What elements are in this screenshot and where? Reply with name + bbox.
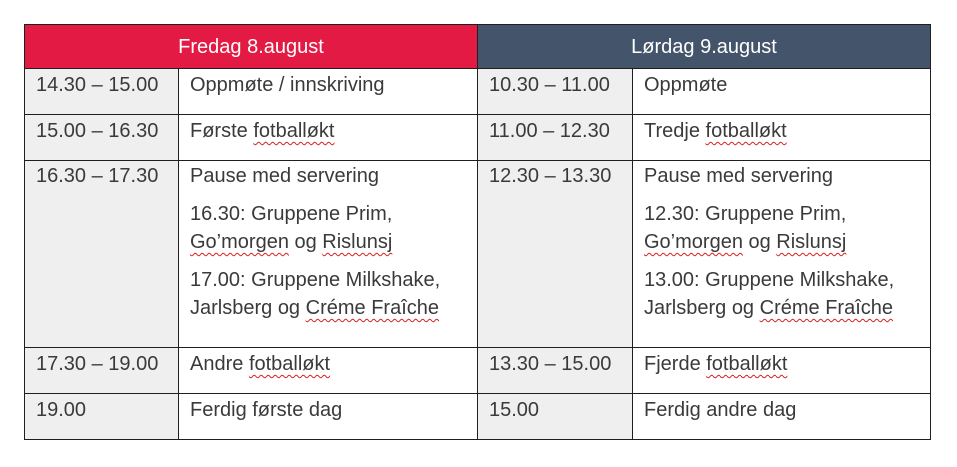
- time-text: 15.00: [489, 399, 540, 421]
- time-cell: [478, 394, 633, 440]
- activity-cell: [179, 161, 478, 348]
- pause-text: Pause med servering: [644, 165, 833, 187]
- activity-cell: [633, 161, 931, 348]
- activity-prefix: Fjerde: [644, 353, 707, 375]
- group-line: Jarlsberg og: [644, 297, 760, 319]
- activity-cell: [179, 115, 478, 161]
- group-line: Jarlsberg og: [190, 297, 306, 319]
- time-text: 15.00 – 16.30: [36, 120, 159, 142]
- time-text: 17.30 – 19.00: [36, 353, 159, 375]
- activity-cell: [633, 394, 931, 440]
- time-text: 11.00 – 12.30: [489, 120, 610, 142]
- group-name: Rislunsj: [322, 231, 393, 253]
- time-cell: [25, 69, 179, 115]
- day-header-saturday: Lørdag 9.august: [478, 25, 931, 69]
- activity-prefix: Tredje: [644, 120, 706, 142]
- time-cell: [25, 161, 179, 348]
- group-paragraph: [190, 266, 477, 322]
- group-conj: og: [742, 231, 777, 253]
- activity-cell: [633, 115, 931, 161]
- group-name: Go’morgen: [644, 231, 743, 253]
- time-cell: [478, 69, 633, 115]
- time-cell: [478, 115, 633, 161]
- activity-flagged-word: fotballøkt: [248, 353, 331, 375]
- activity-cell: [179, 69, 478, 115]
- group-line: 13.00: Gruppene Milkshake,: [644, 269, 895, 291]
- activity-text: Oppmøte: [644, 74, 728, 96]
- time-cell: [25, 394, 179, 440]
- activity-cell: [179, 348, 478, 394]
- activity-cell: [633, 69, 931, 115]
- group-paragraph: [190, 200, 477, 256]
- time-cell: [478, 348, 633, 394]
- time-text: 14.30 – 15.00: [36, 74, 159, 96]
- activity-text: Ferdig første dag: [190, 399, 343, 421]
- group-name: Go’morgen: [190, 231, 289, 253]
- group-paragraph: [644, 266, 930, 322]
- table-row: [25, 348, 931, 394]
- time-cell: [478, 161, 633, 348]
- table-row: [25, 69, 931, 115]
- activity-cell: [633, 348, 931, 394]
- time-text: 16.30 – 17.30: [36, 165, 159, 187]
- header-row: [25, 25, 931, 69]
- schedule-table: [24, 24, 931, 440]
- time-text: 10.30 – 11.00: [489, 74, 610, 96]
- time-cell: [25, 348, 179, 394]
- group-line: 16.30: Gruppene Prim,: [190, 203, 393, 225]
- group-line: 12.30: Gruppene Prim,: [644, 203, 847, 225]
- activity-flagged-word: fotballøkt: [705, 120, 787, 142]
- day-header-friday: Fredag 8.august: [25, 25, 478, 69]
- activity-text: Ferdig andre dag: [644, 399, 797, 421]
- activity-cell: [179, 394, 478, 440]
- table-row: [25, 394, 931, 440]
- time-text: 19.00: [36, 399, 87, 421]
- group-line: 17.00: Gruppene Milkshake,: [190, 269, 441, 291]
- group-name: Rislunsj: [776, 231, 847, 253]
- pause-text: Pause med servering: [190, 165, 379, 187]
- group-conj: og: [288, 231, 323, 253]
- activity-flagged-word: fotballøkt: [253, 120, 335, 142]
- table-row: [25, 161, 931, 348]
- time-text: 12.30 – 13.30: [489, 165, 612, 187]
- activity-text: Oppmøte / innskriving: [190, 74, 385, 96]
- activity-flagged-word: fotballøkt: [706, 353, 788, 375]
- time-text: 13.30 – 15.00: [489, 353, 612, 375]
- activity-prefix: Andre: [190, 353, 249, 375]
- group-paragraph: [644, 200, 930, 256]
- group-name: Créme Fraîche: [759, 297, 893, 319]
- time-cell: [25, 115, 179, 161]
- activity-prefix: Første: [190, 120, 254, 142]
- table-row: [25, 115, 931, 161]
- group-name: Créme Fraîche: [305, 297, 439, 319]
